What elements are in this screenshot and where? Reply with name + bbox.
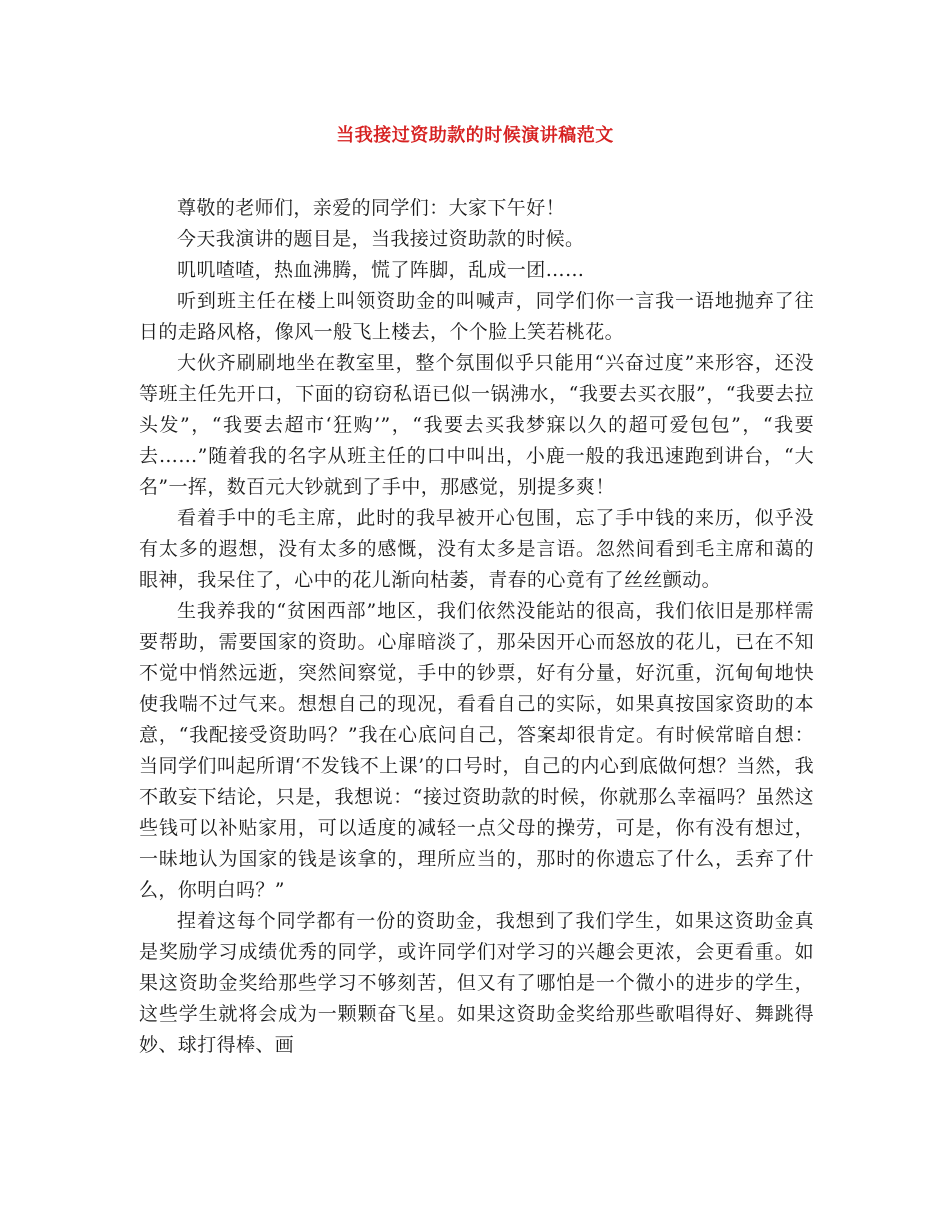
document-title: 当我接过资助款的时候演讲稿范文: [336, 125, 614, 146]
paragraph-4: 听到班主任在楼上叫领资助金的叫喊声，同学们你一言我一语地抛弃了往日的走路风格，像风一般飞上楼去，个个脸上笑若桃花。: [139, 290, 814, 343]
paragraph-8: 捏着这每个同学都有一份的资助金，我想到了我们学生，如果这资助金真是奖励学习成绩优秀的同学，或许同学们对学习的兴趣会更浓，会更看重。如果这资助金奖给那些学习不够刻苦，但又有了哪怕是一个微小的进步的学生，这些学生就将会成为一颗颗奋飞星。如果这资助金奖给那些歌唱得好、舞跳得妙、球打得棒、画: [139, 910, 814, 1056]
paragraph-7: 生我养我的“贫困西部”地区，我们依然没能站的很高，我们依旧是那样需要帮助，需要国家的资助。心扉暗淡了，那朵因开心而怒放的花儿，已在不知不觉中悄然远逝，突然间察觉，手中的钞票，好有分量，好沉重，沉甸甸地快使我喘不过气来。想想自己的现况，看看自己的实际，如果真按国家资助的本意，“我配接受资助吗？”我在心底问自己，答案却很肯定。有时候常暗自想：当同学们叫起所谓‘不发钱不上课’的口号时，自己的内心到底做何想？当然，我不敢妄下结论，只是，我想说：“接过资助款的时候，你就那么幸福吗？虽然这些钱可以补贴家用，可以适度的减轻一点父母的操劳，可是，你有没有想过，一昧地认为国家的钱是该拿的，理所应当的，那时的你遗忘了什么，丢弃了什么，你明白吗？”: [139, 600, 814, 901]
paragraph-6: 看着手中的毛主席，此时的我早被开心包围，忘了手中钱的来历，似乎没有太多的遐想，没有太多的感慨，没有太多是言语。忽然间看到毛主席和蔼的眼神，我呆住了，心中的花儿渐向枯萎，青春的心竟有了丝丝颤动。: [139, 507, 814, 591]
paragraph-5: 大伙齐刷刷地坐在教室里，整个氛围似乎只能用“兴奋过度”来形容，还没等班主任先开口，下面的窃窃私语已似一锅沸水，“我要去买衣服”，“我要去拉头发”，“我要去超市‘狂购’”，“我要去买我梦寐以久的超可爱包包”，“我要去……”随着我的名字从班主任的口中叫出，小鹿一般的我迅速跑到讲台，“大名”一挥，数百元大钞就到了手中，那感觉，别提多爽！: [139, 352, 814, 498]
paragraph-3: 叽叽喳喳，热血沸腾，慌了阵脚，乱成一团……: [177, 259, 585, 281]
paragraph-topic: 今天我演讲的题目是，当我接过资助款的时候。: [177, 228, 585, 250]
paragraph-greeting: 尊敬的老师们，亲爱的同学们：大家下午好！: [177, 197, 566, 219]
document-body: [139, 193, 814, 1061]
